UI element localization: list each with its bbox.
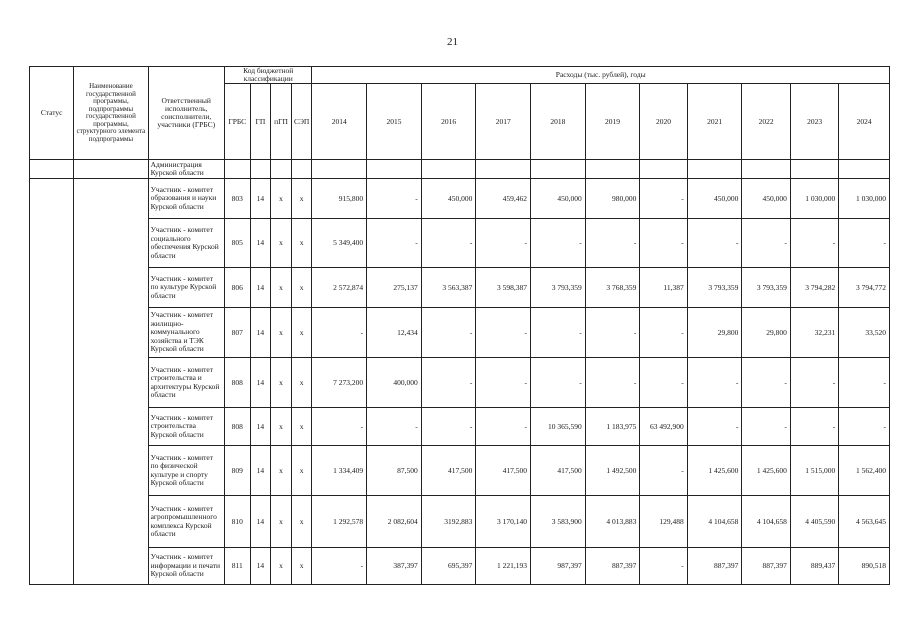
value-cell: 1 221,193 [476, 548, 531, 585]
year-header: 2016 [421, 84, 476, 160]
value-cell: 3 170,140 [476, 496, 531, 548]
code-cell: 808 [224, 408, 250, 446]
value-cell: - [640, 308, 687, 358]
value-cell: 915,800 [312, 179, 367, 219]
value-cell: 4 563,645 [839, 496, 890, 548]
expenses-header: Расходы (тыс. рублей), годы [312, 67, 890, 84]
value-cell: 3 598,387 [476, 268, 531, 308]
year-header: 2018 [531, 84, 586, 160]
value-cell: 417,500 [531, 446, 586, 496]
value-cell: 4 405,590 [790, 496, 838, 548]
value-cell: - [312, 308, 367, 358]
year-header: 2014 [312, 84, 367, 160]
value-cell: - [367, 219, 422, 268]
year-header: 2024 [839, 84, 890, 160]
value-cell: 417,500 [421, 446, 476, 496]
value-cell: - [421, 358, 476, 408]
value-cell: 1 562,400 [839, 446, 890, 496]
value-cell: 1 292,578 [312, 496, 367, 548]
page-number: 21 [447, 36, 458, 48]
code-cell: 810 [224, 496, 250, 548]
code-cell: 14 [250, 308, 271, 358]
responsible-cell: Участник - комитет образования и науки Курской области [148, 179, 224, 219]
code-cell: x [291, 446, 312, 496]
status-cell [30, 179, 74, 585]
value-cell: 12,434 [367, 308, 422, 358]
program-cell [74, 179, 148, 585]
value-cell: - [531, 308, 586, 358]
table-row [30, 496, 890, 548]
value-cell: 2 082,604 [367, 496, 422, 548]
value-cell: - [640, 446, 687, 496]
code-cell: x [291, 408, 312, 446]
code-cell: x [271, 268, 292, 308]
year-header: 2022 [742, 84, 790, 160]
value-cell: 887,397 [742, 548, 790, 585]
value-cell: - [790, 219, 838, 268]
value-cell: 450,000 [531, 179, 586, 219]
table-row [30, 408, 890, 446]
value-cell: 3 794,772 [839, 268, 890, 308]
code-cell: x [291, 179, 312, 219]
code-cell: x [271, 548, 292, 585]
value-cell: 3 793,359 [742, 268, 790, 308]
code-cell: 808 [224, 358, 250, 408]
code-cell: x [271, 496, 292, 548]
value-cell: 4 104,658 [742, 496, 790, 548]
value-cell: 4 013,883 [585, 496, 640, 548]
code-cell: x [291, 548, 312, 585]
value-cell: - [476, 308, 531, 358]
value-cell: 450,000 [742, 179, 790, 219]
value-cell: - [687, 408, 742, 446]
value-cell: 980,000 [585, 179, 640, 219]
responsible-cell: Участник - комитет строительства Курской области [148, 408, 224, 446]
responsible-cell: Участник - комитет по физической культуре и спорту Курской области [148, 446, 224, 496]
value-cell: - [585, 358, 640, 408]
year-header: 2021 [687, 84, 742, 160]
value-cell: 1 425,600 [687, 446, 742, 496]
value-cell: 695,397 [421, 548, 476, 585]
code-cell: x [271, 408, 292, 446]
status-header: Статус [30, 67, 74, 160]
value-cell: 129,488 [640, 496, 687, 548]
table-row [30, 268, 890, 308]
responsible-header: Ответственный исполнитель, соисполнители, участники (ГРБС) [148, 67, 224, 160]
value-cell: 1 425,600 [742, 446, 790, 496]
value-cell: - [790, 358, 838, 408]
table-row [30, 358, 890, 408]
program-name-header: Наименование государственной программы, подпрограммы государственной программы, структурного элемента подпрограммы [74, 67, 148, 160]
value-cell: 400,000 [367, 358, 422, 408]
value-cell: 3 583,900 [531, 496, 586, 548]
year-header: 2023 [790, 84, 838, 160]
value-cell: 459,462 [476, 179, 531, 219]
value-cell: 987,397 [531, 548, 586, 585]
value-cell: - [640, 548, 687, 585]
table-row [30, 548, 890, 585]
value-cell: 887,397 [585, 548, 640, 585]
value-cell: 3 768,359 [585, 268, 640, 308]
budget-code-header: Код бюджетной классификации [224, 67, 312, 84]
value-cell: - [839, 358, 890, 408]
value-cell: - [312, 408, 367, 446]
code-cell: 14 [250, 358, 271, 408]
responsible-cell: Администрация Курской области [148, 160, 224, 179]
value-cell: 32,231 [790, 308, 838, 358]
value-cell: - [367, 179, 422, 219]
table-row [30, 160, 890, 179]
value-cell: 3 793,359 [531, 268, 586, 308]
code-col-header: СЭП [291, 84, 312, 160]
code-cell: 14 [250, 548, 271, 585]
responsible-cell: Участник - комитет строительства и архитектуры Курской области [148, 358, 224, 408]
code-cell: x [291, 358, 312, 408]
value-cell: - [790, 408, 838, 446]
value-cell: 450,000 [687, 179, 742, 219]
code-cell: 14 [250, 219, 271, 268]
code-cell: 809 [224, 446, 250, 496]
value-cell: - [839, 408, 890, 446]
value-cell: - [531, 358, 586, 408]
responsible-cell: Участник - комитет жилищно-коммунального хозяйства и ТЭК Курской области [148, 308, 224, 358]
code-cell: x [271, 358, 292, 408]
code-cell: x [271, 308, 292, 358]
code-col-header: ГП [250, 84, 271, 160]
value-cell: 275,137 [367, 268, 422, 308]
value-cell: 890,518 [839, 548, 890, 585]
value-cell: - [476, 358, 531, 408]
value-cell: 450,000 [421, 179, 476, 219]
value-cell: 5 349,400 [312, 219, 367, 268]
value-cell: - [687, 219, 742, 268]
table-row [30, 219, 890, 268]
code-cell: 14 [250, 408, 271, 446]
code-cell: x [291, 308, 312, 358]
value-cell: - [640, 179, 687, 219]
value-cell: - [312, 548, 367, 585]
value-cell: 29,800 [742, 308, 790, 358]
value-cell: 417,500 [476, 446, 531, 496]
value-cell: - [742, 219, 790, 268]
value-cell: - [839, 219, 890, 268]
value-cell: 33,520 [839, 308, 890, 358]
value-cell: - [421, 408, 476, 446]
code-cell: x [271, 179, 292, 219]
code-cell: x [291, 496, 312, 548]
code-cell: 14 [250, 446, 271, 496]
year-header: 2017 [476, 84, 531, 160]
value-cell: 87,500 [367, 446, 422, 496]
table-row [30, 308, 890, 358]
code-cell: 806 [224, 268, 250, 308]
value-cell: - [742, 408, 790, 446]
code-cell: 14 [250, 179, 271, 219]
value-cell: 63 492,900 [640, 408, 687, 446]
status-cell [30, 160, 74, 179]
code-col-header: ГРБС [224, 84, 250, 160]
value-cell: - [742, 358, 790, 408]
value-cell: 887,397 [687, 548, 742, 585]
value-cell: - [421, 219, 476, 268]
value-cell: - [687, 358, 742, 408]
value-cell: - [585, 308, 640, 358]
value-cell: 1 492,500 [585, 446, 640, 496]
year-header: 2019 [585, 84, 640, 160]
value-cell: - [585, 219, 640, 268]
value-cell: 3 563,387 [421, 268, 476, 308]
code-cell: 811 [224, 548, 250, 585]
code-cell: 803 [224, 179, 250, 219]
value-cell: 3 794,282 [790, 268, 838, 308]
year-header: 2020 [640, 84, 687, 160]
responsible-cell: Участник - комитет социального обеспечения Курской области [148, 219, 224, 268]
value-cell: - [640, 358, 687, 408]
value-cell: 10 365,590 [531, 408, 586, 446]
code-cell: 14 [250, 268, 271, 308]
value-cell: 2 572,874 [312, 268, 367, 308]
value-cell: - [476, 219, 531, 268]
responsible-cell: Участник - комитет агропромышленного комплекса Курской области [148, 496, 224, 548]
code-cell: x [291, 219, 312, 268]
value-cell: - [367, 408, 422, 446]
value-cell: 11,387 [640, 268, 687, 308]
table-row [30, 179, 890, 219]
code-cell: x [271, 446, 292, 496]
value-cell: - [476, 408, 531, 446]
value-cell: 1 334,409 [312, 446, 367, 496]
code-cell: 807 [224, 308, 250, 358]
value-cell: - [531, 219, 586, 268]
value-cell: 3 793,359 [687, 268, 742, 308]
code-cell: 805 [224, 219, 250, 268]
year-header: 2015 [367, 84, 422, 160]
program-cell [74, 160, 148, 179]
responsible-cell: Участник - комитет по культуре Курской области [148, 268, 224, 308]
code-cell: x [271, 219, 292, 268]
table-row [30, 446, 890, 496]
value-cell: 889,437 [790, 548, 838, 585]
code-col-header: пГП [271, 84, 292, 160]
responsible-cell: Участник - комитет информации и печати Курской области [148, 548, 224, 585]
value-cell: 3192,883 [421, 496, 476, 548]
value-cell: 387,397 [367, 548, 422, 585]
value-cell: 1 515,000 [790, 446, 838, 496]
value-cell: 29,800 [687, 308, 742, 358]
value-cell: 7 273,200 [312, 358, 367, 408]
code-cell: x [291, 268, 312, 308]
value-cell: 1 030,000 [790, 179, 838, 219]
value-cell: 1 030,000 [839, 179, 890, 219]
value-cell: - [421, 308, 476, 358]
expenses-table [29, 66, 890, 585]
value-cell: - [640, 219, 687, 268]
code-cell: 14 [250, 496, 271, 548]
value-cell: 4 104,658 [687, 496, 742, 548]
value-cell: 1 183,975 [585, 408, 640, 446]
